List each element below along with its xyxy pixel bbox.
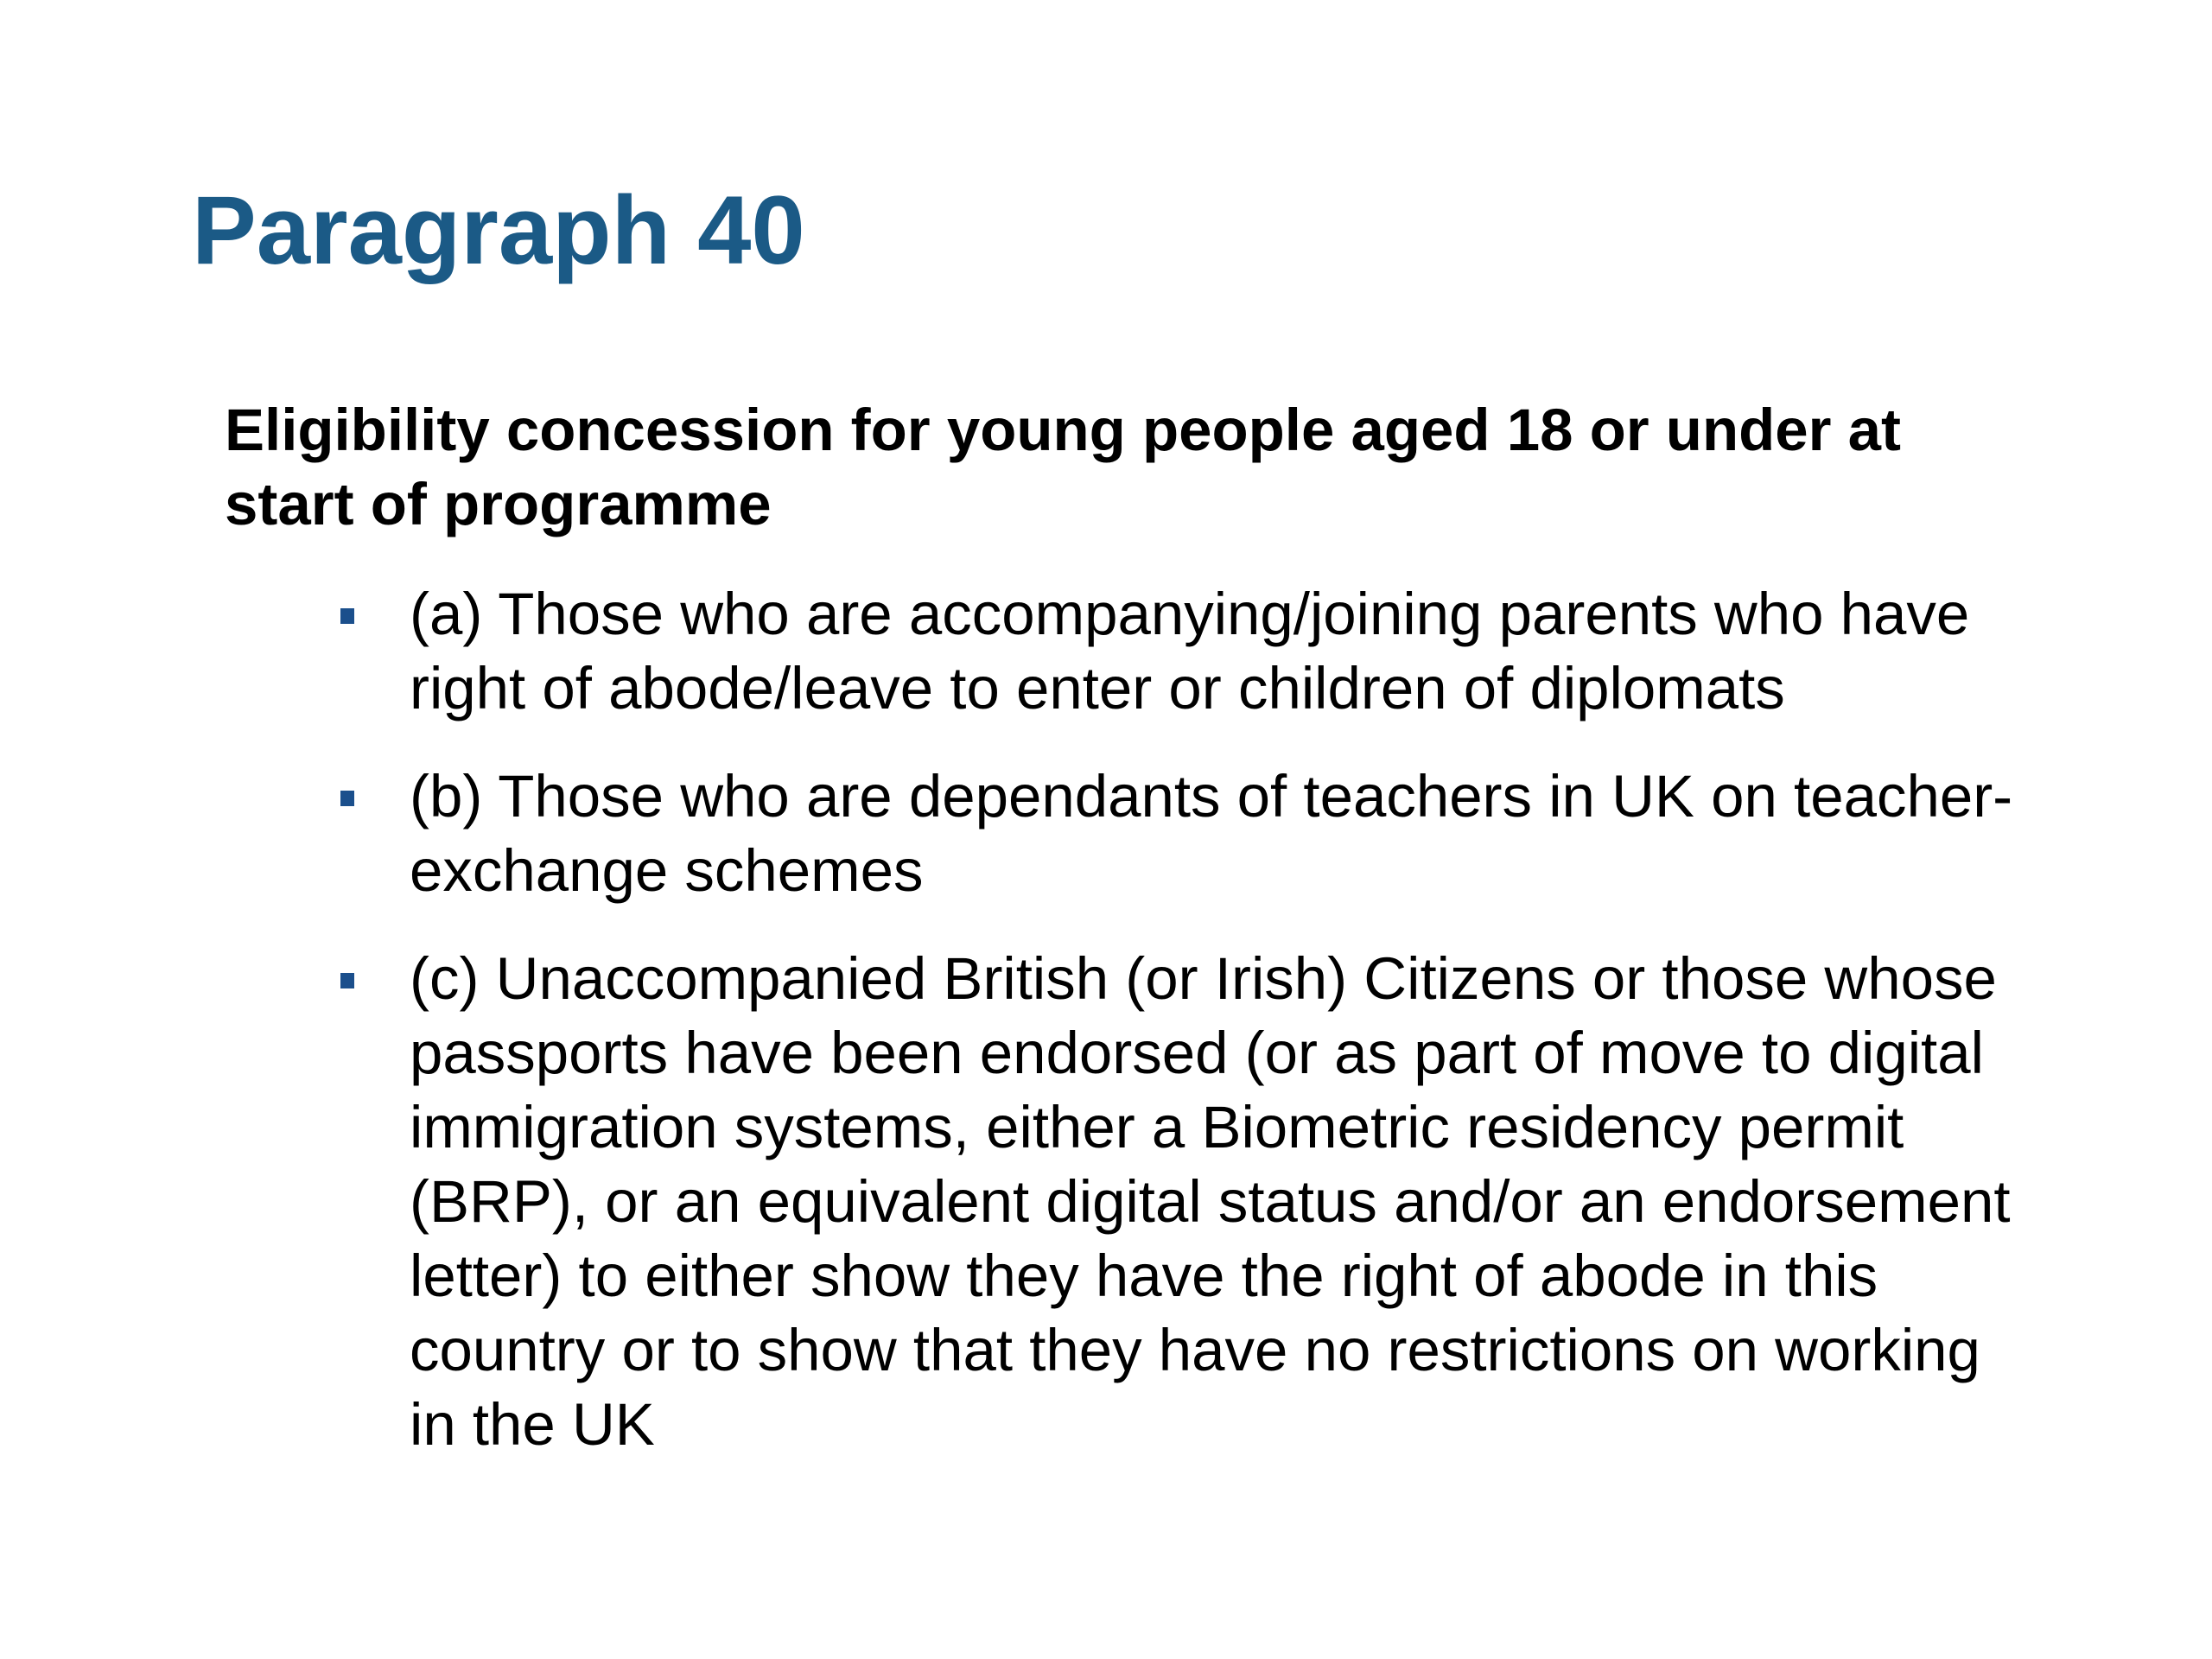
section-subheading: Eligibility concession for young people aged 18 or under at start of programme [225,397,1901,537]
list-item-text: (c) Unaccompanied British (or Irish) Citizens or those whose passports have been endorsed (or as part of move to digital immigration systems, either a Biometric residency permit (BRP), or an equivalent digital status and/or an endorsement letter) to either show they have the right of abode in this country or to show that they have no restrictions on working in the UK [410,945,2011,1458]
list-item-text: (a) Those who are accompanying/joining parents who have right of abode/leave to enter or children of diplomats [410,581,1970,721]
bullet-list [335,577,2029,1496]
square-bullet-icon [340,608,354,624]
page-title: Paragraph 40 [192,176,805,284]
list-item [335,760,2029,908]
square-bullet-icon [340,791,354,806]
list-item [335,942,2029,1462]
square-bullet-icon [340,973,354,988]
list-item [335,577,2029,726]
list-item-text: (b) Those who are dependants of teachers in UK on teacher- exchange schemes [410,763,2013,904]
